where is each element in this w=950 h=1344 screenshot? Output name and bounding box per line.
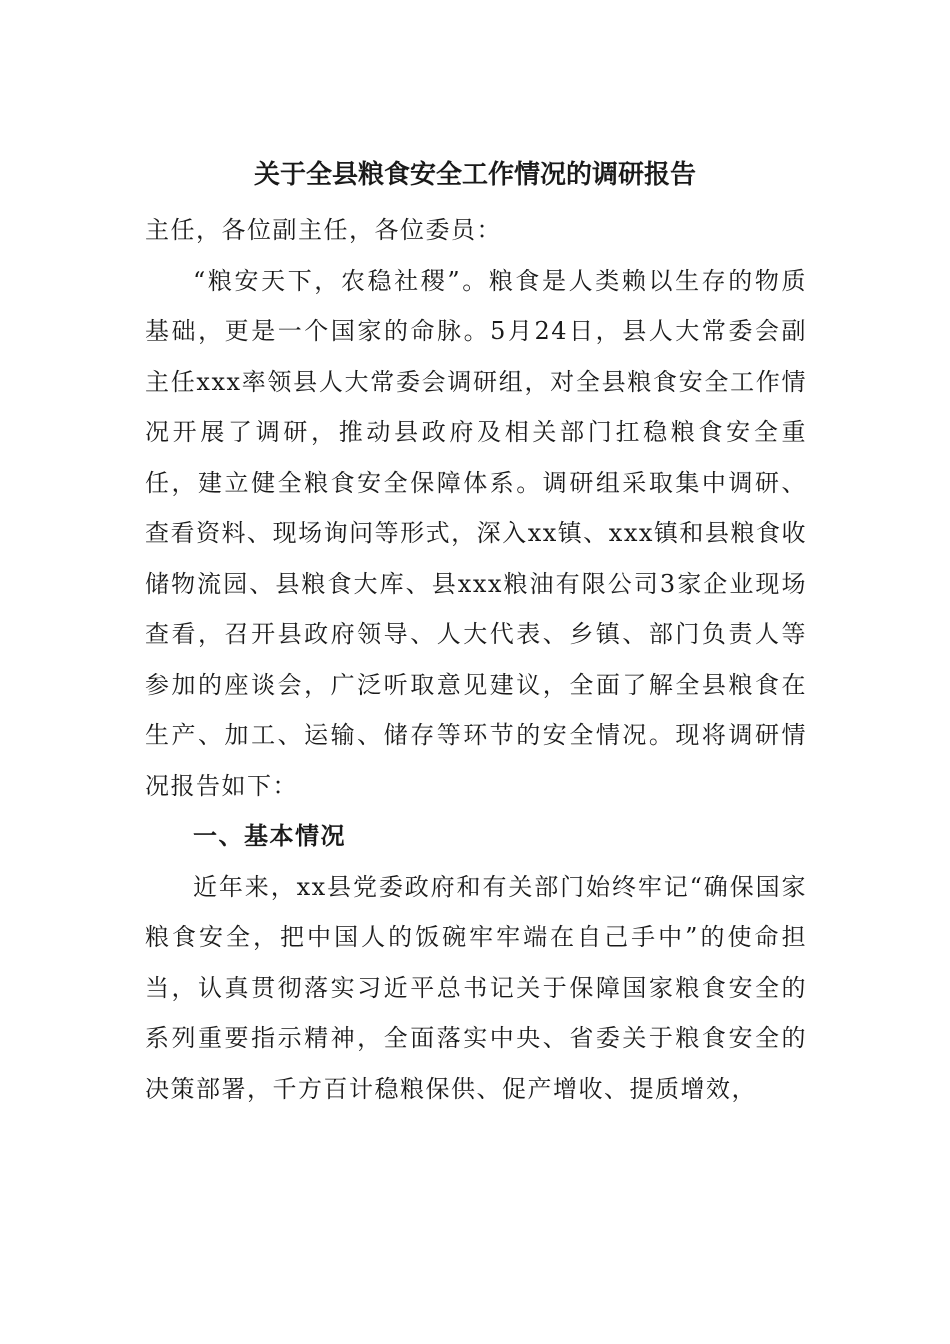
section-heading-basic-situation: 一、基本情况	[193, 822, 346, 850]
salutation: 主任，各位副主任，各位委员：	[145, 216, 502, 244]
paragraph-intro: “粮安天下，农稳社稷”。粮食是人类赖以生存的物质基础，更是一个国家的命脉。5月24日，县人大常委会副主任xxx率领县人大常委会调研组，对全县粮食安全工作情况开展了调研，推动县政府及相关部门扛稳粮食安全重任，建立健全粮食安全保障体系。调研组采取集中调研、查看资料、现场询问等形式，深入xx镇、xxx镇和县粮食收储物流园、县粮食大库、县xxx粮油有限公司3家企业现场查看，召开县政府领导、人大代表、乡镇、部门负责人等参加的座谈会，广泛听取意见建议，全面了解全县粮食在生产、加工、运输、储存等环节的安全情况。现将调研情况报告如下：	[145, 266, 807, 800]
document-title: 关于全县粮食安全工作情况的调研报告	[253, 160, 696, 190]
paragraph-basic-situation: 近年来，xx县党委政府和有关部门始终牢记“确保国家粮食安全，把中国人的饭碗牢牢端在自己手中”的使命担当，认真贯彻落实习近平总书记关于保障国家粮食安全的系列重要指示精神，全面落实中央、省委关于粮食安全的决策部署，千方百计稳粮保供、促产增收、提质增效，	[145, 872, 807, 1103]
document-body	[145, 205, 807, 1114]
